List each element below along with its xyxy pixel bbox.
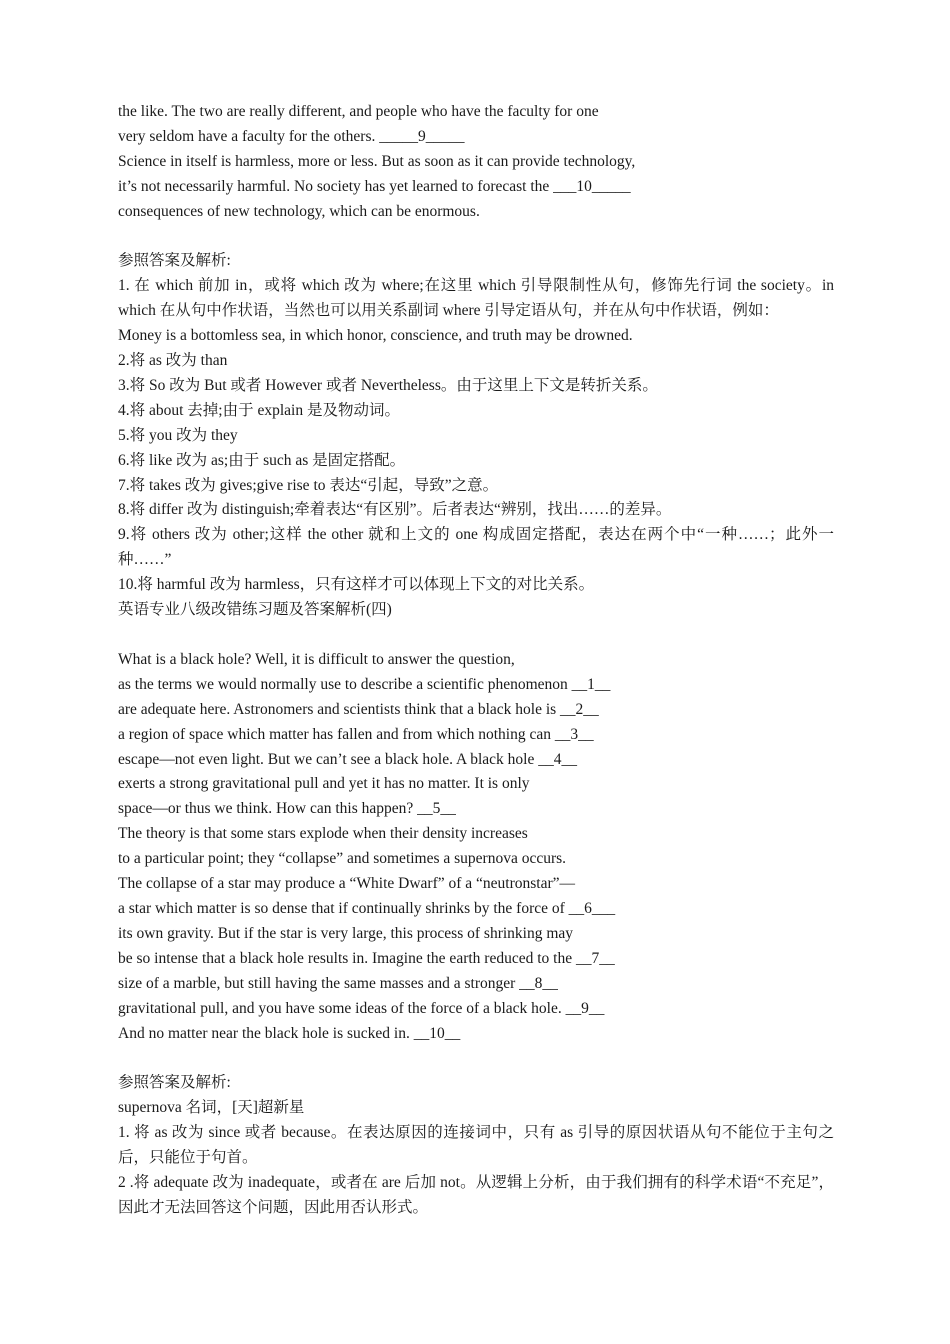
- passage-line: a star which matter is so dense that if continually shrinks by the force of __6___: [118, 899, 616, 917]
- passage-line: a region of space which matter has fallen and from which nothing can __3__: [118, 725, 594, 743]
- passage-line: And no matter near the black hole is sucked in. __10__: [118, 1024, 461, 1042]
- passage-line: The theory is that some stars explode when their density increases: [118, 825, 528, 843]
- passage-line: to a particular point; they “collapse” and sometimes a supernova occurs.: [118, 850, 567, 868]
- answer-item: 1. 将 as 改为 since 或者 because。在表达原因的连接词中，只有 as 引导的原因状语从句不能位于主句之后，只能位于句首。: [118, 1124, 834, 1167]
- passage-4: [118, 648, 834, 1047]
- answer-item: 2 .将 adequate 改为 inadequate，或者在 are 后加 not。从逻辑上分析，由于我们拥有的科学术语“不充足”，因此才无法回答这个问题，因此用否认形式。: [118, 1173, 834, 1216]
- passage-line: Science in itself is harmless, more or less. But as soon as it can provide technology,: [118, 152, 636, 170]
- passage-line: escape—not even light. But we can’t see a black hole. A black hole __4__: [118, 750, 577, 768]
- passage-line: its own gravity. But if the star is very large, this process of shrinking may: [118, 924, 574, 942]
- answer-item: 3.将 So 改为 But 或者 However 或者 Nevertheless。由于这里上下文是转折关系。: [118, 376, 658, 394]
- answer-item: 4.将 about 去掉;由于 explain 是及物动词。: [118, 401, 400, 419]
- passage-line: space—or thus we think. How can this happen? __5__: [118, 800, 456, 818]
- passage-line: consequences of new technology, which can be enormous.: [118, 202, 480, 220]
- answer-item: 5.将 you 改为 they: [118, 426, 238, 444]
- answer-item: 1. 在 which 前加 in，或将 which 改为 where;在这里 which 引导限制性从句，修饰先行词 the society。in which 在从句中作状语，当然也可以用关系副词 where 引导定语从句，并在从句中作状语，例如：: [118, 277, 834, 320]
- spacer: [118, 623, 834, 648]
- passage-line: exerts a strong gravitational pull and yet it has no matter. It is only: [118, 775, 530, 793]
- answer-item: 6.将 like 改为 as;由于 such as 是固定搭配。: [118, 451, 406, 469]
- spacer: [118, 1046, 834, 1071]
- passage-line: be so intense that a black hole results in. Imagine the earth reduced to the __7__: [118, 949, 615, 967]
- answer-item: 2.将 as 改为 than: [118, 352, 228, 370]
- passage-line: size of a marble, but still having the same masses and a stronger __8__: [118, 974, 558, 992]
- passage-line: gravitational pull, and you have some ideas of the force of a black hole. __9__: [118, 999, 605, 1017]
- answers-heading: 参照答案及解析:: [118, 252, 231, 270]
- answer-item: 10.将 harmful 改为 harmless，只有这样才可以体现上下文的对比关系。: [118, 576, 595, 594]
- section-title: 英语专业八级改错练习题及答案解析(四): [118, 601, 392, 619]
- answer-item: 7.将 takes 改为 gives;give rise to 表达“引起，导致”之意。: [118, 476, 499, 494]
- vocab-note: supernova 名词，[天]超新星: [118, 1099, 305, 1117]
- answers-heading: 参照答案及解析:: [118, 1074, 231, 1092]
- passage-line: are adequate here. Astronomers and scientists think that a black hole is __2__: [118, 700, 599, 718]
- answer-item: 9.将 others 改为 other;这样 the other 就和上文的 one 构成固定搭配，表达在两个中“一种……；此外一种……”: [118, 526, 834, 569]
- passage-line: the like. The two are really different, and people who have the faculty for one: [118, 103, 599, 120]
- spacer: [118, 225, 834, 250]
- passage-line: as the terms we would normally use to describe a scientific phenomenon __1__: [118, 675, 611, 693]
- passage-line: What is a black hole? Well, it is difficult to answer the question,: [118, 650, 515, 668]
- answer-example: Money is a bottomless sea, in which honor, conscience, and truth may be drowned.: [118, 327, 633, 345]
- passage-line: it’s not necessarily harmful. No society has yet learned to forecast the ___10_____: [118, 177, 631, 195]
- document-page: [118, 100, 834, 1221]
- passage-3-tail: [118, 100, 834, 225]
- passage-line: The collapse of a star may produce a “White Dwarf” of a “neutronstar”—: [118, 875, 576, 893]
- answers-section-3: [118, 249, 834, 598]
- answers-section-4: [118, 1071, 834, 1220]
- passage-line: very seldom have a faculty for the others. _____9_____: [118, 127, 465, 145]
- answer-item: 8.将 differ 改为 distinguish;牵着表达“有区别”。后者表达“辨别，找出……的差异。: [118, 501, 672, 519]
